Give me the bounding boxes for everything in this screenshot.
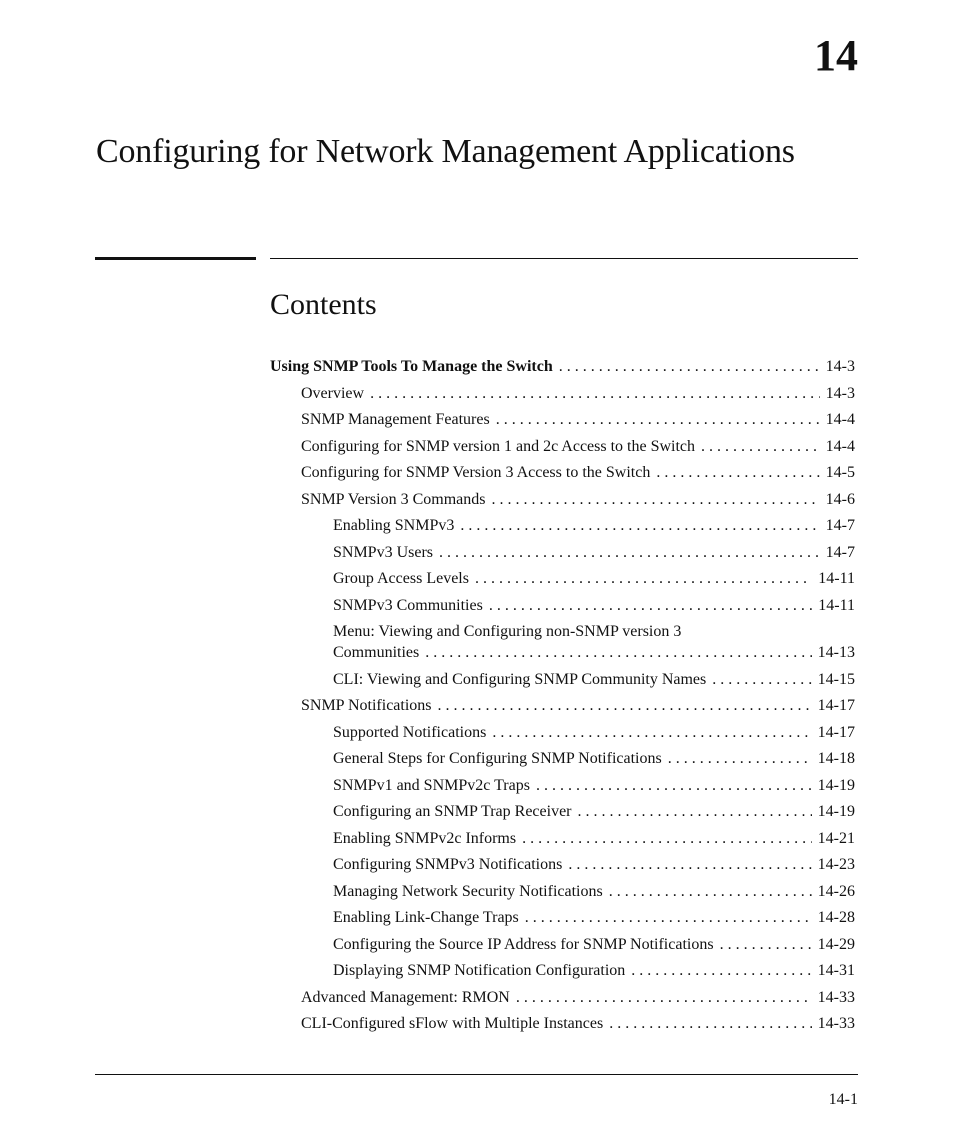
- toc-leader-dots: [578, 801, 812, 822]
- toc-leader-dots: [522, 828, 812, 849]
- toc-entry-title: Advanced Management: RMON: [301, 988, 510, 1006]
- toc-entry-title: Enabling SNMPv3: [333, 517, 455, 534]
- toc-leader-dots: [492, 722, 811, 743]
- toc-entry[interactable]: [270, 801, 855, 822]
- toc-entry[interactable]: [270, 722, 855, 743]
- chapter-number: 14: [814, 31, 858, 80]
- toc-entry-page: 14-13: [817, 644, 855, 661]
- toc-entry-page: 14-31: [817, 962, 855, 979]
- toc-entry[interactable]: [270, 1013, 855, 1034]
- toc-leader-dots: [568, 854, 811, 875]
- toc-entry-title: Configuring the Source IP Address for SNMP Notifications: [333, 935, 714, 953]
- toc-entry[interactable]: [270, 987, 855, 1008]
- toc-entry[interactable]: [270, 356, 855, 377]
- toc-entry[interactable]: [270, 568, 855, 589]
- toc-entry-page: 14-7: [825, 543, 855, 561]
- toc-entry-page: 14-11: [818, 596, 855, 614]
- toc-entry[interactable]: [270, 695, 855, 716]
- toc-entry-title: SNMPv1 and SNMPv2c Traps: [333, 776, 530, 794]
- toc-entry-title: SNMPv3 Communities: [333, 596, 483, 614]
- toc-entry[interactable]: [270, 383, 855, 404]
- toc-entry[interactable]: [270, 409, 855, 430]
- toc-entry-title: Managing Network Security Notifications: [333, 882, 603, 900]
- toc-entry-title: CLI-Configured sFlow with Multiple Instances: [301, 1015, 604, 1032]
- toc-entry-title: Enabling Link-Change Traps: [333, 909, 519, 926]
- toc-entry-page: 14-19: [817, 776, 855, 794]
- toc-entry-title: Supported Notifications: [333, 723, 487, 741]
- toc-entry-page: 14-7: [825, 517, 855, 534]
- toc-entry-title: Group Access Levels: [333, 570, 469, 587]
- toc-leader-dots: [720, 934, 812, 955]
- toc-entry-title: Displaying SNMP Notification Configuration: [333, 962, 626, 979]
- toc-entry-title: SNMP Notifications: [301, 697, 432, 714]
- toc-entry-title: Enabling SNMPv2c Informs: [333, 829, 517, 847]
- toc-entry[interactable]: [270, 515, 855, 536]
- toc-entry-title: Overview: [301, 384, 365, 402]
- toc-entry[interactable]: [270, 934, 855, 955]
- toc-entry[interactable]: [270, 775, 855, 796]
- toc-entry-title: Configuring for SNMP version 1 and 2c Access to the Switch: [301, 437, 696, 455]
- toc-entry-page: 14-3: [825, 384, 855, 402]
- toc-entry-page: 14-33: [817, 988, 855, 1006]
- toc-entry[interactable]: [270, 462, 855, 483]
- toc-leader-dots: [460, 515, 819, 536]
- toc-entry-page: 14-17: [817, 723, 855, 741]
- footer-page-number: 14-1: [828, 1091, 858, 1108]
- toc-entry-page: 14-19: [817, 803, 855, 820]
- toc-leader-dots: [425, 642, 811, 663]
- toc-entry-title: Configuring SNMPv3 Notifications: [333, 856, 563, 873]
- toc-entry-title: Configuring for SNMP Version 3 Access to the Switch: [301, 464, 651, 481]
- toc-entry-page: 14-33: [817, 1015, 855, 1032]
- toc-leader-dots: [496, 409, 820, 430]
- footer-rule: [95, 1074, 858, 1075]
- toc-entry[interactable]: [270, 542, 855, 563]
- toc-entry[interactable]: [270, 669, 855, 690]
- toc-entry-page: 14-23: [817, 856, 855, 873]
- toc-leader-dots: [516, 987, 812, 1008]
- toc-entry-title: General Steps for Configuring SNMP Notifications: [333, 750, 662, 767]
- toc-entry-title: Menu: Viewing and Configuring non-SNMP version 3: [333, 623, 682, 640]
- toc-leader-dots: [438, 695, 812, 716]
- toc-entry[interactable]: [270, 748, 855, 769]
- toc-entry-page: 14-17: [817, 697, 855, 714]
- toc-leader-dots: [656, 462, 819, 483]
- toc-entry[interactable]: [270, 595, 855, 616]
- toc-entry-page: 14-18: [817, 750, 855, 767]
- table-of-contents: [270, 356, 855, 1040]
- toc-entry-title: Configuring an SNMP Trap Receiver: [333, 803, 572, 820]
- toc-entry[interactable]: [270, 621, 855, 663]
- contents-heading: Contents: [270, 288, 377, 321]
- toc-leader-dots: [559, 356, 820, 377]
- heading-rule-left: [95, 257, 256, 260]
- toc-entry[interactable]: [270, 960, 855, 981]
- toc-entry[interactable]: [270, 854, 855, 875]
- toc-leader-dots: [668, 748, 812, 769]
- toc-entry-page: 14-21: [817, 829, 855, 847]
- toc-entry-title: CLI: Viewing and Configuring SNMP Community Names: [333, 670, 707, 688]
- toc-entry-title: SNMP Version 3 Commands: [301, 490, 486, 508]
- chapter-title: Configuring for Network Management Applications: [96, 133, 795, 170]
- toc-leader-dots: [701, 436, 820, 457]
- toc-entry-page: 14-4: [825, 437, 855, 455]
- toc-leader-dots: [609, 881, 812, 902]
- toc-entry-page: 14-4: [825, 411, 855, 428]
- toc-leader-dots: [536, 775, 812, 796]
- toc-leader-dots: [631, 960, 811, 981]
- toc-entry-page: 14-26: [817, 882, 855, 900]
- toc-entry[interactable]: [270, 828, 855, 849]
- toc-leader-dots: [370, 383, 820, 404]
- toc-entry-page: 14-6: [825, 490, 855, 508]
- toc-entry-title: SNMP Management Features: [301, 411, 490, 428]
- toc-entry-title-continued: Communities: [333, 644, 420, 661]
- toc-entry-page: 14-5: [825, 464, 855, 481]
- toc-entry[interactable]: [270, 436, 855, 457]
- toc-leader-dots: [712, 669, 811, 690]
- toc-entry-page: 14-28: [817, 909, 855, 926]
- toc-leader-dots: [439, 542, 820, 563]
- toc-leader-dots: [475, 568, 812, 589]
- toc-entry-title: Using SNMP Tools To Manage the Switch: [270, 358, 553, 375]
- toc-entry-page: 14-15: [817, 670, 855, 688]
- toc-leader-dots: [525, 907, 812, 928]
- toc-entry-page: 14-11: [818, 570, 855, 587]
- toc-leader-dots: [489, 595, 812, 616]
- toc-entry[interactable]: [270, 489, 855, 510]
- toc-entry[interactable]: [270, 907, 855, 928]
- toc-leader-dots: [491, 489, 819, 510]
- toc-entry-page: 14-3: [825, 358, 855, 375]
- toc-leader-dots: [609, 1013, 811, 1034]
- toc-entry-page: 14-29: [817, 935, 855, 953]
- toc-entry[interactable]: [270, 881, 855, 902]
- heading-rule-right: [270, 258, 858, 259]
- toc-entry-title: SNMPv3 Users: [333, 543, 434, 561]
